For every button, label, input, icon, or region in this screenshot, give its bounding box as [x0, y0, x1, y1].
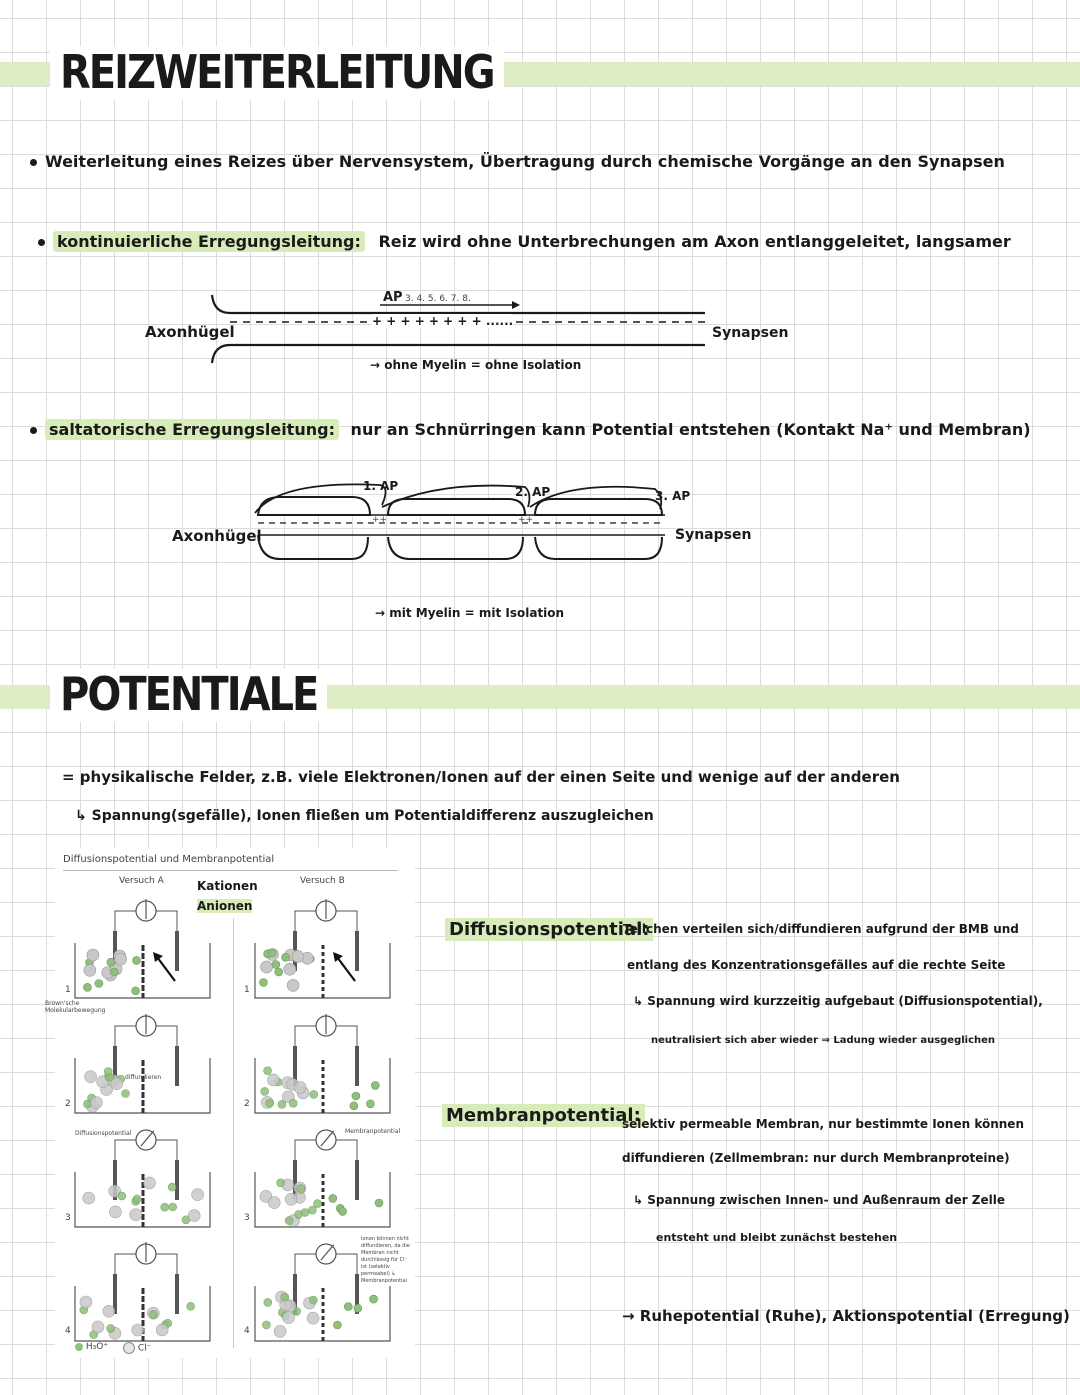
- versuch-a-label: Versuch A: [119, 876, 164, 886]
- row-label-4: 4: [65, 1326, 71, 1336]
- myelin-sheath-5: [388, 537, 523, 559]
- d2-ap1-label: 1. AP: [363, 479, 399, 493]
- membran-line2: diffundieren (Zellmembran: nur durch Membranproteine): [622, 1151, 1010, 1165]
- h3o-ion: [370, 1295, 378, 1303]
- cl-ion: [188, 1210, 200, 1222]
- h3o-ion: [104, 1068, 112, 1076]
- electrode-right: [175, 1274, 179, 1314]
- cl-ion: [294, 1082, 306, 1094]
- h3o-ion: [350, 1102, 358, 1110]
- legend-h3o: [75, 1342, 108, 1352]
- myelin-sheath-1: [258, 497, 370, 515]
- row-label-2: 2: [65, 1099, 71, 1109]
- membran-line1: selektiv permeable Membran, nur bestimmte Ionen können: [622, 1117, 1024, 1131]
- h3o-ion-icon: [75, 1343, 83, 1351]
- experiment-figure: [45, 848, 415, 1358]
- cl-ion: [144, 1177, 156, 1189]
- h3o-ion: [333, 1321, 341, 1329]
- h3o-ion: [122, 1090, 130, 1098]
- d1-synapsen-label: Synapsen: [712, 325, 789, 341]
- cl-ion: [284, 963, 296, 975]
- h3o-ion: [110, 968, 118, 976]
- h3o-ion: [83, 983, 91, 991]
- h3o-ion: [344, 1303, 352, 1311]
- h3o-ion: [264, 1298, 272, 1306]
- term-kontinuierlich: kontinuierliche Erregungsleitung:: [53, 231, 365, 252]
- electrode-right: [175, 1046, 179, 1086]
- cl-ion: [103, 1305, 115, 1317]
- d1-charges: + + + + + + + + ......: [372, 314, 514, 328]
- cl-ion: [156, 1324, 168, 1336]
- diffundieren-label: diffundieren: [125, 1074, 162, 1081]
- h3o-ion: [266, 1099, 274, 1107]
- d1-ap-label: AP: [383, 290, 403, 305]
- h3o-ion: [272, 961, 280, 969]
- d2-synapsen-label: Synapsen: [675, 527, 752, 543]
- row-label-4b: 4: [244, 1326, 250, 1336]
- diffusion-term: Diffusionspotential:: [445, 918, 653, 941]
- h3o-ion: [310, 1090, 318, 1098]
- h3o-ion: [281, 1293, 289, 1301]
- kationen-label: Kationen: [197, 879, 258, 893]
- cl-ion: [132, 1324, 144, 1336]
- h3o-ion: [118, 1192, 126, 1200]
- h3o-ion: [297, 1185, 305, 1193]
- h3o-ion: [161, 1203, 169, 1211]
- conclusion: → Ruhepotential (Ruhe), Aktionspotential (Erregung): [622, 1307, 1070, 1325]
- h3o-ion: [268, 949, 276, 957]
- h3o-ion: [308, 1206, 316, 1214]
- d2-axonhuegel-label: Axonhügel: [172, 527, 262, 545]
- electrode-right: [355, 931, 359, 971]
- arrow-head: [153, 952, 163, 962]
- h3o-ion: [169, 1203, 177, 1211]
- myelin-sheath-3: [535, 499, 662, 515]
- cl-ion: [192, 1189, 204, 1201]
- potentiale-def2: ↳ Spannung(sgefälle), Ionen fließen um Potentialdifferenz auszugleichen: [75, 808, 654, 824]
- row-label-2b: 2: [244, 1099, 250, 1109]
- bullet-kontinuierlich: [38, 232, 1011, 251]
- h3o-ion: [262, 1321, 270, 1329]
- diffusion-line3: ↳ Spannung wird kurzzeitig aufgebaut (Diffusionspotential),: [633, 994, 1043, 1008]
- h3o-ion: [301, 1209, 309, 1217]
- myelin-sheath-2: [388, 499, 525, 515]
- cl-ion: [111, 1078, 123, 1090]
- h3o-ion: [107, 958, 115, 966]
- diffusion-line4: neutralisiert sich aber wieder ⇒ Ladung wieder ausgeglichen: [651, 1035, 996, 1046]
- cl-ion: [283, 1312, 295, 1324]
- cl-ion: [307, 1312, 319, 1324]
- myelin-sheath-6: [535, 537, 662, 559]
- h3o-ion: [352, 1092, 360, 1100]
- d2-ap2-label: 2. AP: [515, 485, 551, 499]
- section-title-potentiale: POTENTIALE: [50, 669, 327, 722]
- ap-arrow-head: [512, 301, 520, 309]
- cl-ion: [90, 1097, 102, 1109]
- h3o-ion: [95, 980, 103, 988]
- h3o-ion: [314, 1200, 322, 1208]
- h3o-ion: [371, 1081, 379, 1089]
- bullet-weiterleitung: [30, 152, 1005, 171]
- section-title-reizweiterleitung: REIZWEITERLEITUNG: [50, 47, 504, 100]
- cl-ion: [261, 961, 273, 973]
- membran-line3: ↳ Spannung zwischen Innen- und Außenraum der Zelle: [633, 1193, 1005, 1207]
- cl-ion: [109, 1206, 121, 1218]
- d1-caption: → ohne Myelin = ohne Isolation: [370, 358, 582, 372]
- h3o-ion: [285, 1217, 293, 1225]
- cl-ion: [267, 1074, 279, 1086]
- diagram-saltatory-conduction: [240, 475, 680, 575]
- h3o-ion: [133, 1195, 141, 1203]
- h3o-ion: [187, 1302, 195, 1310]
- ionen-note: Ionen können nicht diffundieren, da die Membran nicht durchlässig für Cl⁻ ist (selektiv permeabel) ↳ Membranpotential: [361, 1236, 410, 1284]
- h3o-ion: [260, 979, 268, 987]
- cl-ion: [292, 950, 304, 962]
- h3o-ion: [289, 1099, 297, 1107]
- h3o-ion: [282, 953, 290, 961]
- h3o-ion: [275, 968, 283, 976]
- d1-axonhuegel-label: Axonhügel: [145, 323, 235, 341]
- bullet-dot-icon: [30, 159, 37, 166]
- electrode-right: [175, 931, 179, 971]
- cl-ion: [92, 1321, 104, 1333]
- anionen-label: Anionen: [197, 899, 253, 913]
- cl-ion: [115, 953, 127, 965]
- electrode-right: [355, 1160, 359, 1200]
- arrow-head: [333, 952, 343, 962]
- electrode-right: [175, 1160, 179, 1200]
- cl-ion: [83, 1192, 95, 1204]
- h3o-ion: [133, 956, 141, 964]
- versuch-b-label: Versuch B: [300, 876, 345, 886]
- d2-plus-2: ++: [518, 515, 534, 525]
- h3o-ion: [264, 1067, 272, 1075]
- cl-ion: [80, 1296, 92, 1308]
- h3o-ion: [277, 1179, 285, 1187]
- cl-ion: [87, 949, 99, 961]
- h3o-ion: [132, 987, 140, 995]
- brown-label: Brown'sche Molekularbewegung: [45, 1000, 106, 1014]
- potentiale-def1: = physikalische Felder, z.B. viele Elektronen/Ionen auf der einen Seite und wenige auf der anderen: [62, 768, 900, 786]
- row-label-1b: 1: [244, 985, 250, 995]
- membranpotential-label: Membranpotential: [345, 1128, 401, 1135]
- membran-term: Membranpotential:: [442, 1104, 645, 1127]
- legend-cl: [123, 1342, 151, 1354]
- row-label-3b: 3: [244, 1213, 250, 1223]
- d2-plus-1: ++: [372, 515, 388, 525]
- bullet-saltatorisch: [30, 420, 1031, 439]
- h3o-ion: [375, 1199, 383, 1207]
- cl-ion: [274, 1325, 286, 1337]
- cl-ion: [85, 1071, 97, 1083]
- h3o-ion: [278, 1100, 286, 1108]
- cl-ion: [268, 1197, 280, 1209]
- row-label-1: 1: [65, 985, 71, 995]
- h3o-ion: [168, 1183, 176, 1191]
- arrow-line: [337, 957, 355, 981]
- diffusion-line2: entlang des Konzentrationsgefälles auf die rechte Seite: [627, 958, 1006, 972]
- cl-ion: [287, 979, 299, 991]
- membran-line4: entsteht und bleibt zunächst bestehen: [656, 1231, 898, 1244]
- h3o-ion: [261, 1087, 269, 1095]
- d2-ap3-label: 3. AP: [655, 489, 691, 503]
- diffusionspotential-label: Diffusionspotential: [75, 1130, 132, 1137]
- cl-ion: [285, 1193, 297, 1205]
- myelin-sheath-4: [258, 535, 368, 559]
- kontinuierlich-text: Reiz wird ohne Unterbrechungen am Axon entlanggeleitet, langsamer: [378, 232, 1011, 251]
- h3o-ion: [366, 1100, 374, 1108]
- legend-cl-text: Cl⁻: [137, 1343, 152, 1354]
- d2-caption: → mit Myelin = mit Isolation: [375, 606, 565, 620]
- saltatorisch-text: nur an Schnürringen kann Potential entstehen (Kontakt Na⁺ und Membran): [350, 420, 1031, 439]
- cl-ion-icon: [123, 1342, 135, 1354]
- h3o-ion: [339, 1207, 347, 1215]
- h3o-ion: [150, 1310, 158, 1318]
- h3o-ion: [329, 1194, 337, 1202]
- arrow-line: [157, 957, 175, 981]
- electrode-right: [355, 1046, 359, 1086]
- row-label-3: 3: [65, 1213, 71, 1223]
- bullet-dot-icon: [38, 239, 45, 246]
- term-saltatorisch: saltatorische Erregungsleitung:: [45, 419, 339, 440]
- figure-title: Diffusionspotential und Membranpotential: [63, 854, 275, 865]
- cl-ion: [84, 964, 96, 976]
- diffusion-line1: Teilchen verteilen sich/diffundieren aufgrund der BMB und: [623, 922, 1019, 936]
- h3o-ion: [107, 1324, 115, 1332]
- bullet-dot-icon: [30, 427, 37, 434]
- d1-ap-steps: 3. 4. 5. 6. 7. 8.: [405, 294, 471, 304]
- bullet-weiterleitung-text: Weiterleitung eines Reizes über Nervensystem, Übertragung durch chemische Vorgänge an den Synapsen: [45, 152, 1005, 171]
- cl-ion: [130, 1209, 142, 1221]
- legend-h3o-text: H₃O⁺: [85, 1342, 109, 1352]
- h3o-ion: [309, 1296, 317, 1304]
- h3o-ion: [354, 1304, 362, 1312]
